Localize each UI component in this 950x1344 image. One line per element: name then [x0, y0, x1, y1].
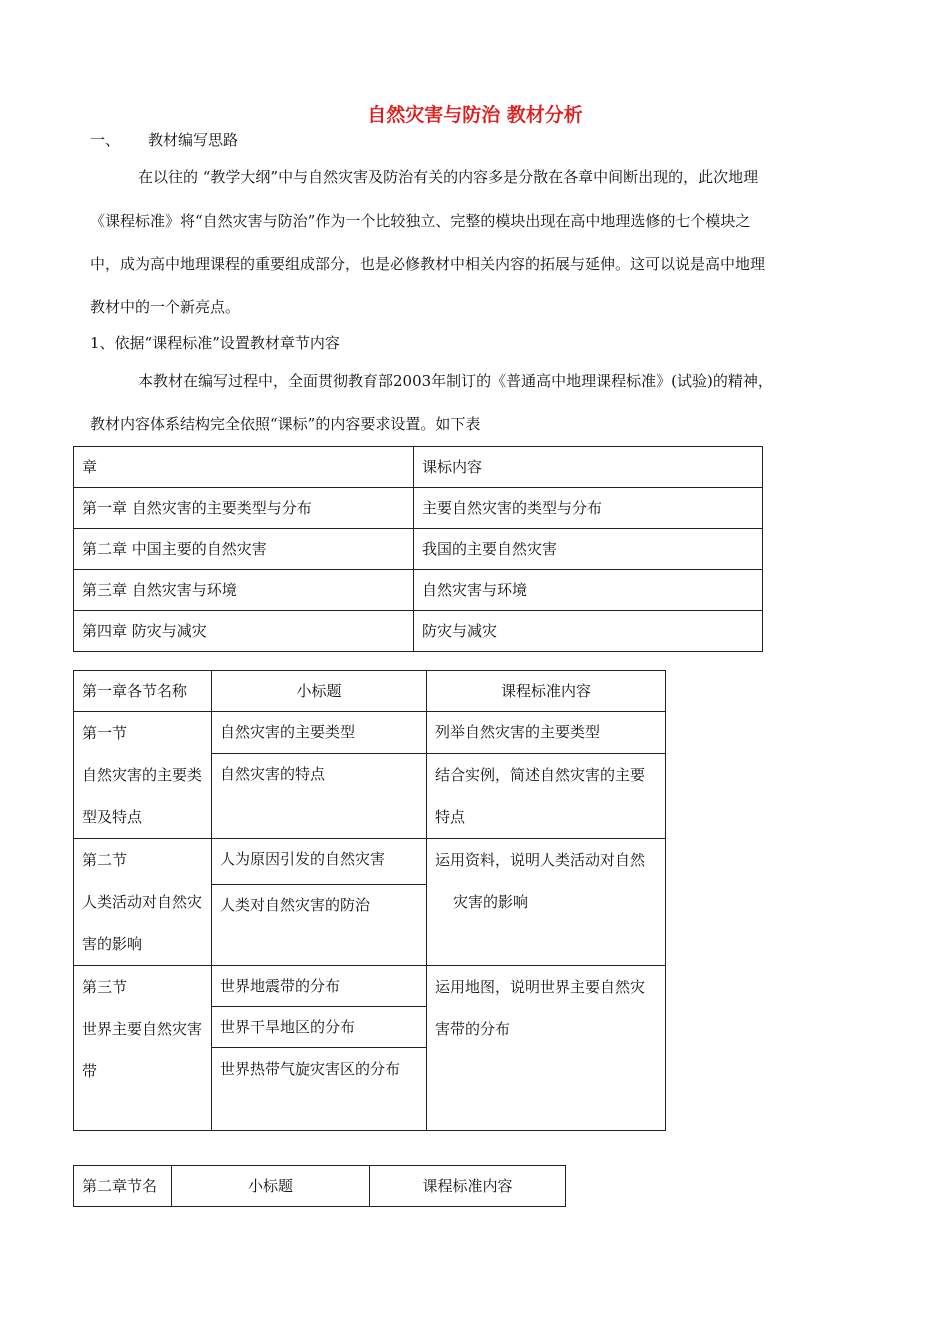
- table-row: [74, 966, 666, 1007]
- table-header-cell: 小标题: [212, 671, 427, 712]
- subtitle-cell: 自然灾害的主要类型: [212, 712, 427, 754]
- subheading: 1、依据“课程标准”设置教材章节内容: [90, 334, 340, 352]
- table-row: [74, 712, 666, 754]
- subtitle-cell: 世界地震带的分布: [212, 966, 427, 1007]
- standard-cell: 结合实例，简述自然灾害的主要特点: [427, 754, 666, 839]
- table-cell: 第二章 中国主要的自然灾害: [74, 529, 414, 570]
- paragraph-line: 在以往的 “教学大纲”中与自然灾害及防治有关的内容多是分散在各章中间断出现的，此次地理: [138, 168, 759, 186]
- table-row: [74, 839, 666, 885]
- standard-cell: 列举自然灾害的主要类型: [427, 712, 666, 754]
- paragraph-line: 教材中的一个新亮点。: [90, 298, 241, 316]
- section-heading: 教材编写思路: [148, 131, 239, 149]
- subtitle-cell: 世界热带气旋灾害区的分布: [212, 1048, 427, 1131]
- section-number: 一、: [90, 131, 121, 149]
- paragraph-line: 中，成为高中地理课程的重要组成部分，也是必修教材中相关内容的拓展与延伸。这可以说是高中地理: [90, 255, 766, 273]
- table-header-cell: 小标题: [172, 1166, 370, 1207]
- paragraph-line: 教材内容体系结构完全依照“课标”的内容要求设置。如下表: [90, 415, 481, 433]
- table-row: [74, 570, 763, 611]
- table-header-cell: 课程标准内容: [370, 1166, 566, 1207]
- table-header-cell: 第二章节名: [74, 1166, 172, 1207]
- standard-cell: 运用资料，说明人类活动对自然灾害的影响: [427, 839, 666, 966]
- table-row: [74, 488, 763, 529]
- table-cell: 主要自然灾害的类型与分布: [414, 488, 763, 529]
- table-cell: 第四章 防灾与减灾: [74, 611, 414, 652]
- subtitle-cell: 世界干旱地区的分布: [212, 1007, 427, 1048]
- page-title: 自然灾害与防治 教材分析: [367, 104, 583, 126]
- section-name-cell: 第三节 世界主要自然灾害带: [74, 966, 212, 1131]
- standard-cell: 运用地图，说明世界主要自然灾害带的分布: [427, 966, 666, 1131]
- table-row: [74, 611, 763, 652]
- paragraph-line: 《课程标准》将“自然灾害与防治”作为一个比较独立、完整的模块出现在高中地理选修的七个模块之: [90, 212, 751, 230]
- table-header-cell: 第一章各节名称: [74, 671, 212, 712]
- table-header-row: [74, 1166, 566, 1207]
- table-cell: 自然灾害与环境: [414, 570, 763, 611]
- chapter2-sections-table: [73, 1165, 566, 1207]
- table-cell: 我国的主要自然灾害: [414, 529, 763, 570]
- table-cell: 第一章 自然灾害的主要类型与分布: [74, 488, 414, 529]
- subtitle-cell: 自然灾害的特点: [212, 754, 427, 839]
- table-header-cell: 章: [74, 447, 414, 488]
- table-header-cell: 课标内容: [414, 447, 763, 488]
- table-header-cell: 课程标准内容: [427, 671, 666, 712]
- table-cell: 第三章 自然灾害与环境: [74, 570, 414, 611]
- chapter-table: [73, 446, 763, 652]
- paragraph-line: 本教材在编写过程中，全面贯彻教育部2003年制订的《普通高中地理课程标准》(试验)的精神，: [138, 372, 773, 390]
- table-cell: 防灾与减灾: [414, 611, 763, 652]
- section-name-cell: 第一节 自然灾害的主要类型及特点: [74, 712, 212, 839]
- table-header-row: [74, 447, 763, 488]
- table-row: [74, 529, 763, 570]
- subtitle-cell: 人为原因引发的自然灾害: [212, 839, 427, 885]
- table-header-row: [74, 671, 666, 712]
- subtitle-cell: 人类对自然灾害的防治: [212, 885, 427, 966]
- section-name-cell: 第二节 人类活动对自然灾害的影响: [74, 839, 212, 966]
- chapter1-sections-table: [73, 670, 666, 1131]
